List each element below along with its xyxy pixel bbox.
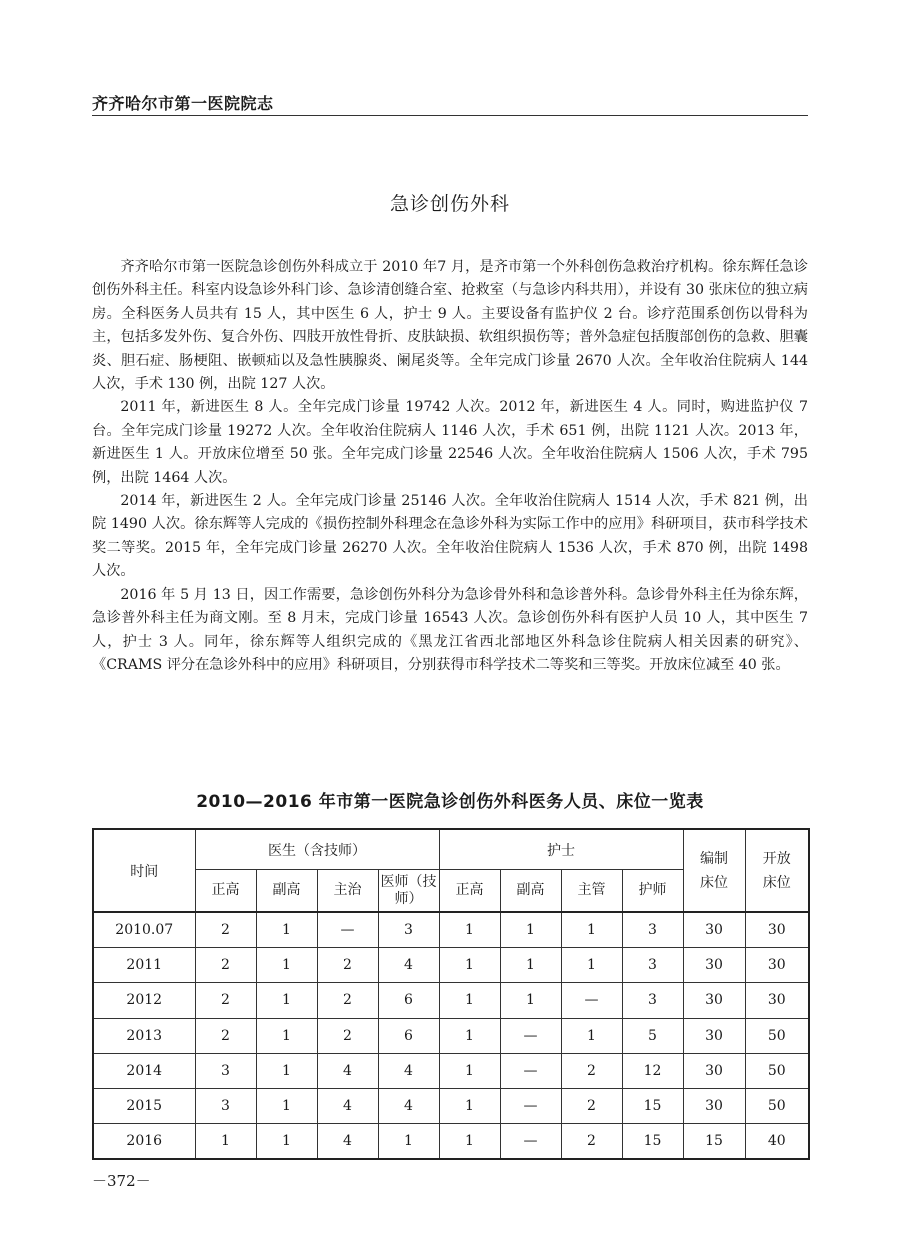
header-group-doctor: 医生（含技师） — [195, 829, 439, 870]
table-cell: 4 — [378, 948, 439, 983]
table-cell: 1 — [256, 1088, 317, 1123]
table-cell: 1 — [256, 1124, 317, 1160]
table-cell-time: 2011 — [93, 948, 195, 983]
table-cell: 1 — [561, 1018, 622, 1053]
table-cell: 1 — [439, 1018, 500, 1053]
table-cell: 1 — [256, 912, 317, 948]
table-cell: 2 — [317, 1018, 378, 1053]
header-nurse-associate: 副高 — [500, 870, 561, 913]
table-cell: 4 — [317, 1124, 378, 1160]
header-open-beds-label: 开放床位 — [762, 850, 791, 891]
table-cell: 4 — [378, 1088, 439, 1123]
header-doctor-attending: 主治 — [317, 870, 378, 913]
header-open-beds — [745, 829, 809, 912]
table-cell: 3 — [622, 912, 683, 948]
table-cell: 1 — [439, 1088, 500, 1123]
table-title: 2010—2016 年市第一医院急诊创伤外科医务人员、床位一览表 — [196, 792, 704, 812]
table-cell: 1 — [439, 1053, 500, 1088]
table-cell: 1 — [500, 983, 561, 1018]
table-cell: 1 — [561, 912, 622, 948]
table-cell: 50 — [745, 1088, 809, 1123]
table-cell: 2 — [561, 1053, 622, 1088]
header-nurse-supervisor: 主管 — [561, 870, 622, 913]
header-rule — [92, 115, 808, 116]
table-cell: 1 — [378, 1124, 439, 1160]
header-doctor-resident-label: 医师（技师） — [380, 873, 437, 907]
table-cell: 4 — [378, 1053, 439, 1088]
table-cell: 1 — [439, 983, 500, 1018]
table-cell-time: 2016 — [93, 1124, 195, 1160]
table-cell: 3 — [195, 1088, 256, 1123]
table-cell: 50 — [745, 1018, 809, 1053]
table-cell: 6 — [378, 1018, 439, 1053]
table-cell-time: 2010.07 — [93, 912, 195, 948]
table-cell: 4 — [317, 1053, 378, 1088]
table-cell: 1 — [561, 948, 622, 983]
header-doctor-resident — [378, 870, 439, 913]
table-cell: 1 — [500, 912, 561, 948]
table-cell: 1 — [439, 1124, 500, 1160]
table-cell: — — [317, 912, 378, 948]
running-head: 齐齐哈尔市第一医院院志 — [92, 94, 274, 113]
table-cell: 1 — [256, 948, 317, 983]
table-cell: — — [500, 1018, 561, 1053]
table-cell-time: 2014 — [93, 1053, 195, 1088]
table-cell: 2 — [195, 912, 256, 948]
table-cell: 30 — [683, 912, 745, 948]
table-cell: 6 — [378, 983, 439, 1018]
header-nurse-practitioner: 护师 — [622, 870, 683, 913]
table-cell: — — [500, 1053, 561, 1088]
paragraph: 2016 年 5 月 13 日，因工作需要，急诊创伤外科分为急诊骨外科和急诊普外科。急诊骨外科主任为徐东辉，急诊普外科主任为商文刚。至 8 月末，完成门诊量 16543 人次。急诊创伤外科有医护人员 10 人，其中医生 7 人，护士 3 人。同年，徐东辉等人组织完成的《黑龙江省西北部地区外科急诊住院病人相关因素的研究》、《CRAMS 评分在急诊外科中的应用》科研项目，分别获得市科学技术二等奖和三等奖。开放床位减至 40 张。 — [92, 586, 808, 673]
header-doctor-associate: 副高 — [256, 870, 317, 913]
table-body — [93, 912, 809, 1159]
table-cell: 3 — [622, 983, 683, 1018]
table-cell: 15 — [622, 1088, 683, 1123]
table-cell: 1 — [500, 948, 561, 983]
table-cell: 30 — [745, 948, 809, 983]
header-quota-beds-label: 编制床位 — [699, 850, 728, 891]
table-cell: 15 — [622, 1124, 683, 1160]
table-cell: 3 — [622, 948, 683, 983]
table-row — [93, 1018, 809, 1053]
table-cell: 1 — [439, 948, 500, 983]
table-cell: 30 — [683, 1053, 745, 1088]
table-cell: 3 — [378, 912, 439, 948]
table-cell: 30 — [683, 983, 745, 1018]
table-cell: 50 — [745, 1053, 809, 1088]
table-cell-time: 2015 — [93, 1088, 195, 1123]
table-row — [93, 1088, 809, 1123]
table-cell: 1 — [439, 912, 500, 948]
header-quota-beds — [683, 829, 745, 912]
table-cell: 30 — [745, 983, 809, 1018]
table-row — [93, 1124, 809, 1160]
table-cell: 2 — [561, 1124, 622, 1160]
table-cell: 40 — [745, 1124, 809, 1160]
paragraph: 2014 年，新进医生 2 人。全年完成门诊量 25146 人次。全年收治住院病人 1514 人次，手术 821 例，出院 1490 人次。徐东辉等人完成的《损伤控制外科理念在急诊外科为实际工作中的应用》科研项目，获市科学技术奖二等奖。2015 年，全年完成门诊量 26270 人次。全年收治住院病人 1536 人次，手术 870 例，出院 1498 人次。 — [92, 493, 808, 580]
paragraph: 齐齐哈尔市第一医院急诊创伤外科成立于 2010 年7 月，是齐市第一个外科创伤急救治疗机构。徐东辉任急诊创伤外科主任。科室内设急诊外科门诊、急诊清创缝合室、抢救室（与急诊内科共用），并设有 30 张床位的独立病房。全科医务人员共有 15 人，其中医生 6 人，护士 9 人。主要设备有监护仪 2 台。诊疗范围系创伤以骨科为主，包括多发外伤、复合外伤、四肢开放性骨折、皮肤缺损、软组织损伤等；普外急症包括腹部创伤的急救、胆囊炎、胆石症、肠梗阻、嵌顿疝以及急性胰腺炎、阑尾炎等。全年完成门诊量 2670 人次。全年收治住院病人 144 人次，手术 130 例，出院 127 人次。 — [92, 259, 808, 393]
table-cell: 30 — [745, 912, 809, 948]
table-cell: 2 — [317, 948, 378, 983]
table-cell: 1 — [256, 1018, 317, 1053]
table-cell: — — [561, 983, 622, 1018]
table-cell: 2 — [195, 1018, 256, 1053]
table-cell: 2 — [317, 983, 378, 1018]
staff-bed-table — [92, 828, 810, 1160]
table-cell: 1 — [195, 1124, 256, 1160]
paragraph: 2011 年，新进医生 8 人。全年完成门诊量 19742 人次。2012 年，新进医生 4 人。同时，购进监护仪 7 台。全年完成门诊量 19272 人次。全年收治住院病人 1146 人次，手术 651 例，出院 1121 人次。2013 年，新进医生 1 人。开放床位增至 50 张。全年完成门诊量 22546 人次。全年收治住院病人 1506 人次，手术 795 例，出院 1464 人次。 — [92, 399, 808, 486]
section-title: 急诊创伤外科 — [389, 193, 510, 215]
table-row — [93, 983, 809, 1018]
table-cell: 1 — [256, 1053, 317, 1088]
table-row — [93, 912, 809, 948]
page-number: －372－ — [92, 1172, 151, 1190]
table-cell: — — [500, 1088, 561, 1123]
header-time: 时间 — [93, 829, 195, 912]
header-nurse-senior: 正高 — [439, 870, 500, 913]
table-cell: 12 — [622, 1053, 683, 1088]
header-group-nurse: 护士 — [439, 829, 683, 870]
table-cell: 1 — [256, 983, 317, 1018]
table-cell: 2 — [195, 983, 256, 1018]
table-cell: 5 — [622, 1018, 683, 1053]
table-row — [93, 948, 809, 983]
table-cell: 30 — [683, 948, 745, 983]
table-cell: 4 — [317, 1088, 378, 1123]
header-doctor-senior: 正高 — [195, 870, 256, 913]
body-text — [92, 256, 808, 677]
table-cell: 2 — [195, 948, 256, 983]
table-cell-time: 2012 — [93, 983, 195, 1018]
table-cell: 30 — [683, 1018, 745, 1053]
table-cell: 2 — [561, 1088, 622, 1123]
table-cell: 3 — [195, 1053, 256, 1088]
table-cell: 30 — [683, 1088, 745, 1123]
table-cell: — — [500, 1124, 561, 1160]
table-row — [93, 1053, 809, 1088]
table-cell-time: 2013 — [93, 1018, 195, 1053]
table-cell: 15 — [683, 1124, 745, 1160]
